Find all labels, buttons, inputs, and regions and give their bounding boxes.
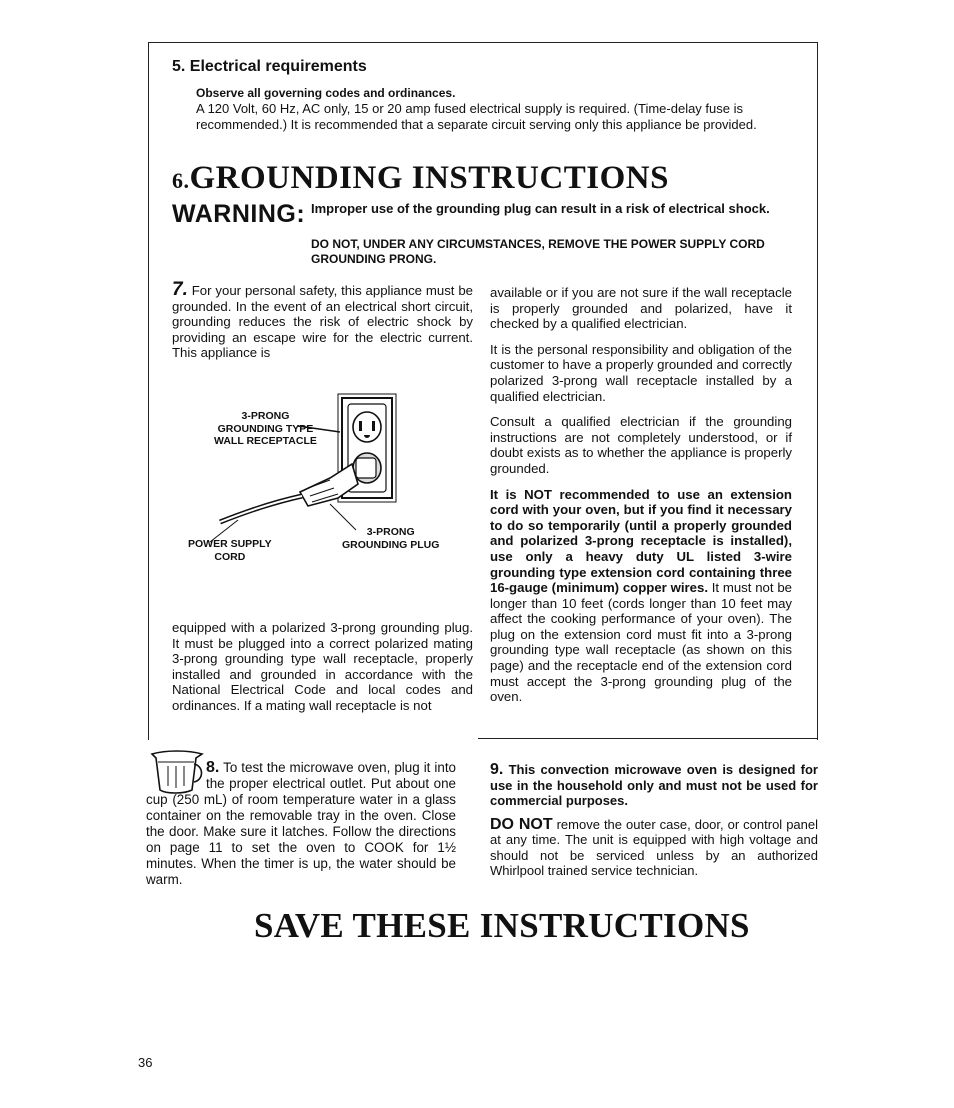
step8-text [146, 760, 456, 888]
step9-number: 9. [490, 761, 504, 778]
step9-text [490, 762, 818, 879]
step7-right-column [490, 285, 792, 705]
grounding-figure [180, 392, 470, 572]
receptacle-label: 3-PRONG GROUNDING TYPE WALL RECEPTACLE [214, 410, 317, 447]
step7-right-p2: It is the personal responsibility and obligation of the customer to have a properly grounded and correctly polarized 3-prong wall receptacle installed by a qualified electrician. [490, 341, 793, 404]
electrical-requirements-heading: 5. Electrical requirements [172, 58, 367, 75]
extension-cord-rest: It must not be longer than 10 feet (cords longer than 10 feet may affect the cooking performance of your oven). The plug on the extension cord must fit into a 3-prong grounding type wall receptacle (as shown on this page) and the receptacle end of the extension cord must accept the 3-prong grounding plug of the oven. [490, 580, 793, 705]
step8-body: To test the microwave oven, plug it into the proper electrical outlet. Put about one cup (250 mL) of room temperature water in a glass container on the removable tray in the oven. Close the door. Make sure it latches. Follow the directions on page 11 to set the oven to COOK for 1½ minutes. When the timer is up, the water should be warm. [146, 760, 457, 887]
save-instructions-title: SAVE THESE INSTRUCTIONS [254, 906, 750, 945]
warning-label: WARNING: [172, 200, 306, 228]
step7-left-top-text: For your personal safety, this appliance must be grounded. In the event of an electrical short circuit, grounding reduces the risk of electric shock by providing an escape wire for the electric current. This appliance is [172, 283, 474, 361]
extension-cord-warning: It is NOT recommended to use an extension cord with your oven, but if you find it necessary to do so temporarily (until a properly grounded and polarized 3-prong receptacle is installed), use only a heavy duty UL listed 3-wire grounding type extension cord containing three 16-gauge (minimum) copper wires. [490, 486, 792, 596]
grounding-instructions-title: 6.GROUNDING INSTRUCTIONS [172, 160, 669, 196]
step9-bold-paragraph [490, 762, 818, 809]
step8-number: 8. [206, 759, 220, 776]
do-not-text: remove the outer case, door, or control panel at any time. The unit is equipped with high voltage and should not be serviced unless by an authorized Whirlpool trained service technician. [490, 816, 818, 878]
warning-caps-text: DO NOT, UNDER ANY CIRCUMSTANCES, REMOVE THE POWER SUPPLY CORD GROUNDING PRONG. [311, 237, 765, 266]
step7-right-p3: Consult a qualified electrician if the grounding instructions are not completely understood, or if doubt exists as to whether the appliance is properly grounded. [490, 414, 792, 476]
electrical-requirements-text: A 120 Volt, 60 Hz, AC only, 15 or 20 amp fused electrical supply is required. (Time-delay fuse is recommended.) It is recommended that a separate circuit serving only this appliance be provided. [196, 101, 757, 132]
page-number: 36 [138, 1055, 153, 1070]
step9-bold-text: This convection microwave oven is designed for use in the household only and must not be used for commercial purposes. [490, 762, 818, 808]
step7-left-bottom-text: equipped with a polarized 3-prong grounding plug. It must be plugged into a correct polarized mating 3-prong grounding type wall receptacle, properly installed and grounded in accordance with the National Electrical Code and local codes and ordinances. If a mating wall receptacle is not [172, 620, 473, 713]
cord-label: POWER SUPPLY CORD [188, 538, 272, 563]
step7-right-p1: available or if you are not sure if the wall receptacle is properly grounded and polarized, have it checked by a qualified electrician. [490, 285, 792, 332]
do-not-label: DO NOT [490, 815, 553, 833]
step7-right-p4 [490, 487, 792, 705]
step7-number: 7. [172, 279, 188, 300]
step7-left-top [172, 279, 474, 361]
warning-text: Improper use of the grounding plug can result in a risk of electrical shock. [311, 201, 770, 216]
step9-do-not-paragraph [490, 817, 818, 879]
observe-codes-subheading: Observe all governing codes and ordinances. [196, 86, 456, 100]
plug-label: 3-PRONG GROUNDING PLUG [342, 526, 440, 551]
